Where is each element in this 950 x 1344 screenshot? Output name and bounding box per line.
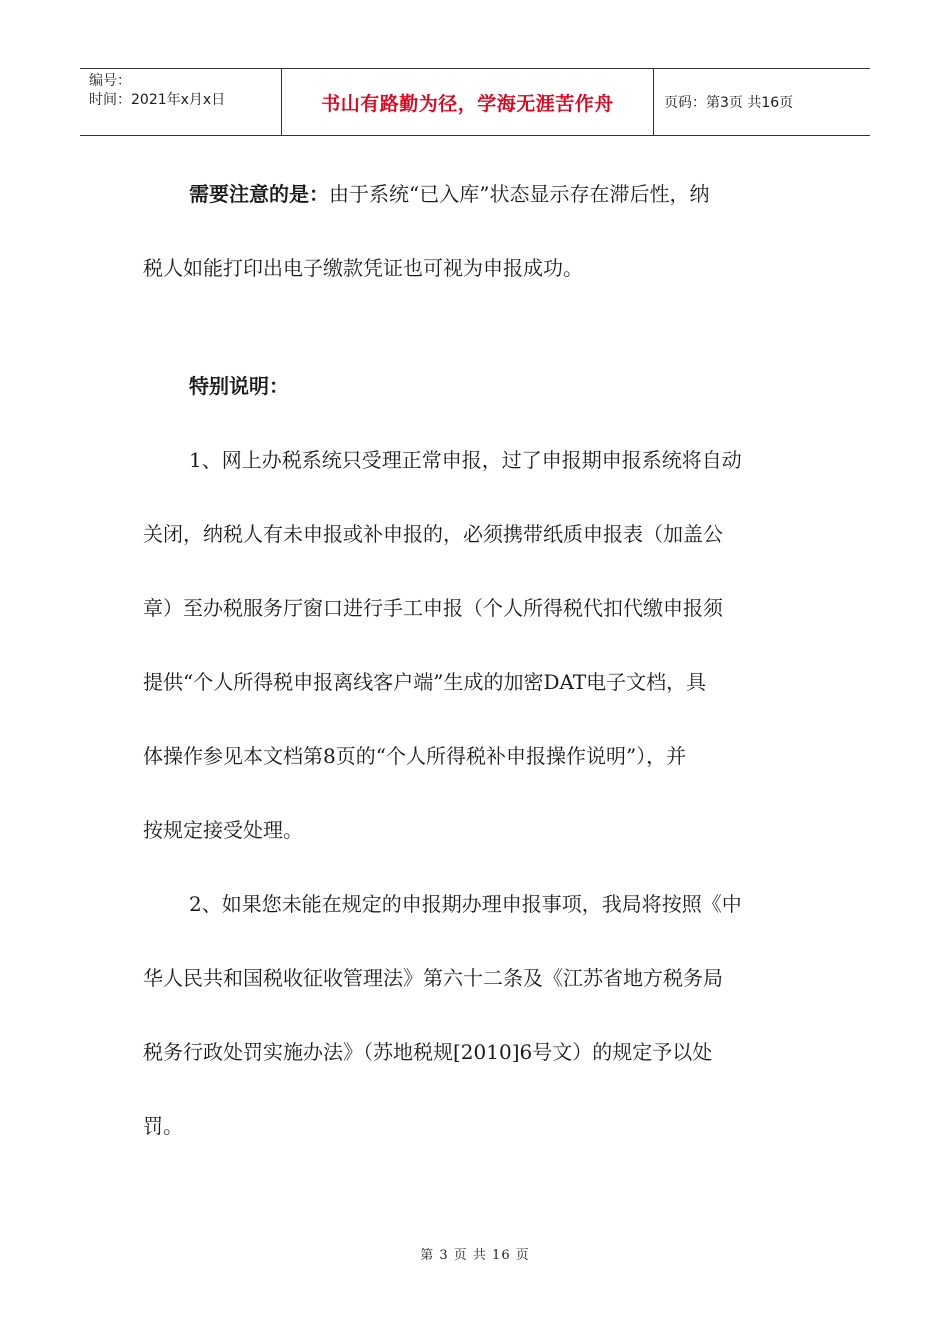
item1-line-1: 1、网上办税系统只受理正常申报，过了申报期申报系统将自动 <box>189 448 742 472</box>
item1-line-5: 体操作参见本文档第8页的“个人所得税补申报操作说明”），并 <box>143 744 687 768</box>
spacer <box>143 312 809 356</box>
time-label: 时间：2021年x月x日 <box>89 92 226 108</box>
note-line-1-text: 由于系统“已入库”状态显示存在滞后性，纳 <box>329 182 710 206</box>
item2-line-2: 华人民共和国税收征收管理法》第六十二条及《江苏省地方税务局 <box>143 966 723 990</box>
note-line-1 <box>143 164 809 238</box>
item1-line-3: 章）至办税服务厅窗口进行手工申报（个人所得税代扣代缴申报须 <box>143 596 723 620</box>
item2-line-1: 2、如果您未能在规定的申报期办理申报事项，我局将按照《中 <box>189 892 742 916</box>
item2-line-3: 税务行政处罚实施办法》（苏地税规[2010]6号文）的规定予以处 <box>143 1040 713 1064</box>
document-body <box>143 164 809 1170</box>
header-page-label: 页码：第3页 共16页 <box>664 95 794 111</box>
note-bold-label: 需要注意的是： <box>189 182 329 206</box>
item2-line-4: 罚。 <box>143 1114 183 1138</box>
special-heading: 特别说明： <box>189 374 289 398</box>
item1-line-2: 关闭，纳税人有未申报或补申报的，必须携带纸质申报表（加盖公 <box>143 522 723 546</box>
item1-line-4: 提供“个人所得税申报离线客户端”生成的加密DAT电子文档，具 <box>143 670 707 694</box>
page-header <box>80 68 870 136</box>
number-label: 编号： <box>89 73 131 89</box>
item1-line-6: 按规定接受处理。 <box>143 818 303 842</box>
page-footer: 第 3 页 共 16 页 <box>420 1248 530 1263</box>
header-motto: 书山有路勤为径，学海无涯苦作舟 <box>282 69 654 135</box>
header-meta <box>80 69 282 135</box>
note-line-2: 税人如能打印出电子缴款凭证也可视为申报成功。 <box>143 256 583 280</box>
